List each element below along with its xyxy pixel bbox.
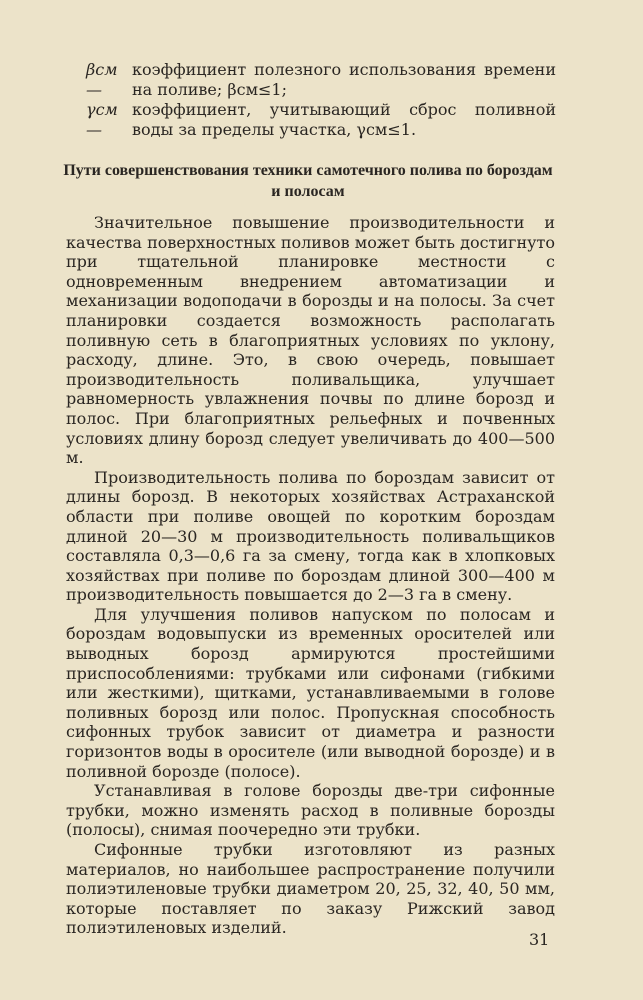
definition-text: коэффициент, учитывающий сброс поливной воды за пределы участка, γсм≤1. (132, 100, 556, 139)
paragraph: Для улучшения поливов напуском по полосам и бороздам водовыпуски из временных оросителей или выводных борозд армируются простейшими приспособлениями: трубками или сифонами (гибкими или жесткими), щитками, устанавливаемыми в голове поливных борозд или полос. Пропускная способность сифонных трубок зависит от диаметра и разности горизонтов воды в оросителе (или выводной борозде) и в поливной борозде (полосе). (66, 604, 555, 781)
body-text (66, 213, 555, 938)
paragraph: Производительность полива по бороздам зависит от длины борозд. В некоторых хозяйствах Астраханской области при поливе овощей по коротким бороздам длиной 20—30 м производительность поливальщиков составляла 0,3—0,6 га за смену, тогда как в хлопковых хозяйствах при поливе по бороздам длиной 300—400 м производительность повышается до 2—3 га в смену. (66, 467, 555, 605)
paragraph: Сифонные трубки изготовляют из разных материалов, но наибольшее распространение получили полиэтиленовые трубки диаметром 20, 25, 32, 40, 50 мм, которые поставляет по заказу Рижский завод полиэтиленовых изделий. (66, 840, 555, 938)
paragraph: Значительное повышение производительности и качества поверхностных поливов может быть достигнуто при тщательной планировке местности с одновременным внедрением автоматизации и механизации водоподачи в борозды и на полосы. За счет планировки создается возможность располагать поливную сеть в благоприятных условиях по уклону, расходу, длине. Это, в свою очередь, повышает производительность поливальщика, улучшает равномерность увлажнения почвы по длине борозд и полос. При благоприятных рельефных и почвенных условиях длину борозд следует увеличивать до 400—500 м. (66, 213, 555, 468)
page-number: 31 (529, 930, 550, 949)
definition-gamma (86, 100, 556, 140)
definition-text: коэффициент полезного использования времени на поливе; βсм≤1; (132, 60, 556, 99)
symbol-definitions (86, 60, 556, 140)
definition-symbol: βсм — (86, 60, 118, 99)
definition-beta (86, 60, 556, 100)
definition-symbol: γсм — (86, 100, 118, 139)
paragraph: Устанавливая в голове борозды две-три сифонные трубки, можно изменять расход в поливные борозды (полосы), снимая поочередно эти трубки. (66, 781, 555, 840)
section-heading: Пути совершенствования техники самотечного полива по бороздам и полосам (63, 162, 553, 200)
